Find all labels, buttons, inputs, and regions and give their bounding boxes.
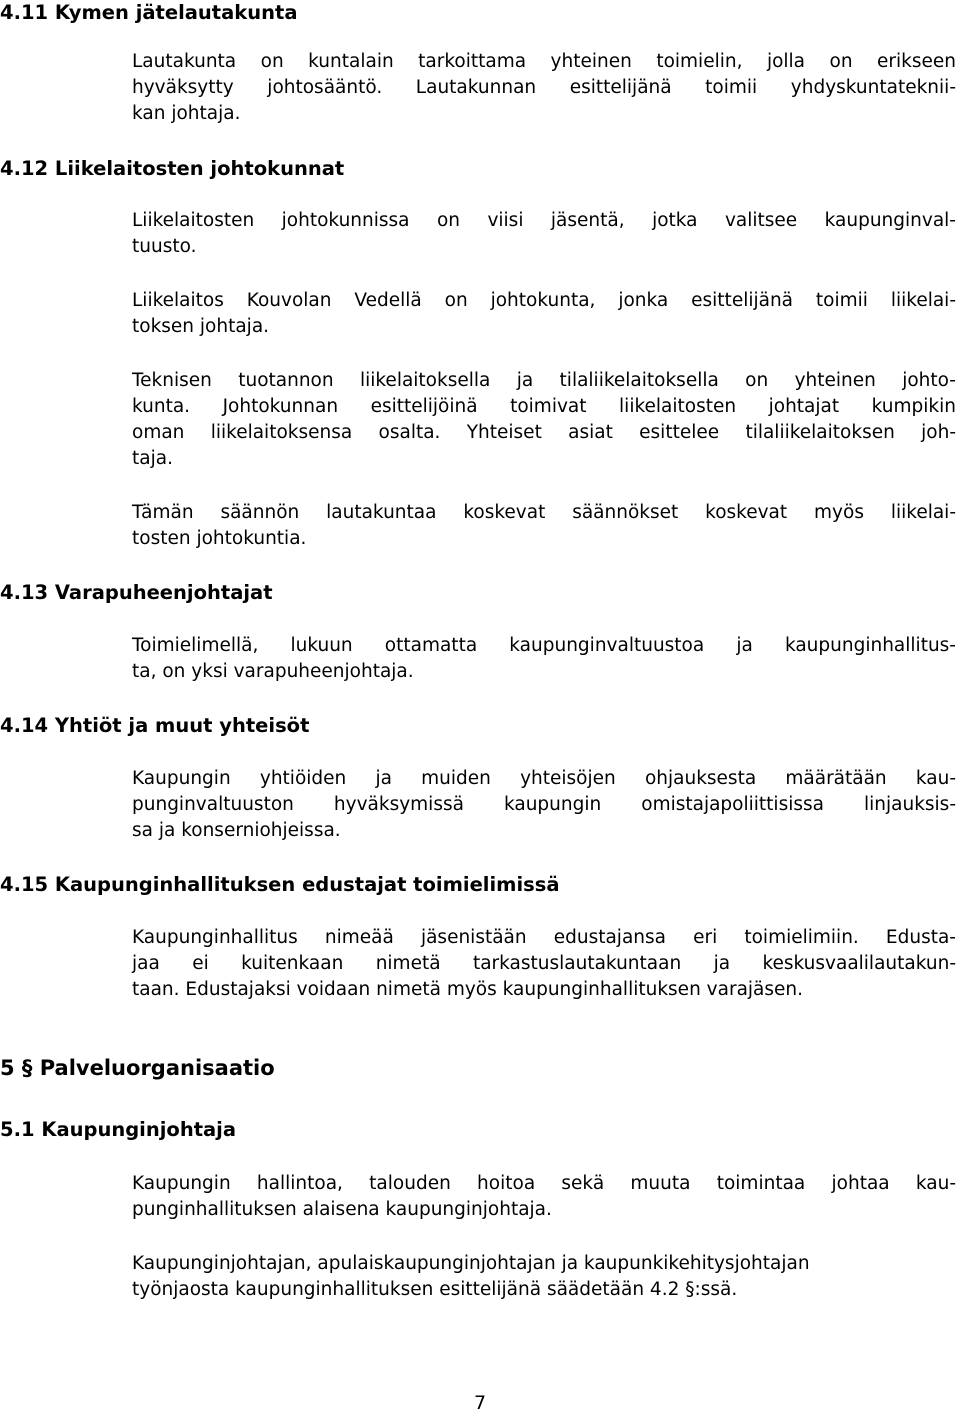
heading-5-1: 5.1 Kaupunginjohtaja xyxy=(0,1118,237,1141)
paragraph-4-12-2: Liikelaitos Kouvolan Vedellä on johtokunta, jonka esittelijänä toimii liikelai- toksen johtaja. xyxy=(132,290,956,337)
page-number: 7 xyxy=(473,1392,487,1414)
heading-4-15: 4.15 Kaupunginhallituksen edustajat toimielimissä xyxy=(0,873,560,896)
paragraph-5-1-2: Kaupunginjohtajan, apulaiskaupunginjohtajan ja kaupunkikehitysjohtajan työnjaosta kaupunginhallituksen esittelijänä säädetään 4.2 §:ssä. xyxy=(132,1253,810,1300)
paragraph-4-12-3: Teknisen tuotannon liikelaitoksella ja tilaliikelaitoksella on yhteinen johto- kunta. Johtokunnan esittelijöinä toimivat liikelaitosten johtajat kumpikin oman liikelaitoksensa osalta. Yhteiset asiat esittelee tilaliikelaitoksen joh- taja. xyxy=(132,370,956,469)
paragraph-4-12-4: Tämän säännön lautakuntaa koskevat säännökset koskevat myös liikelai- tosten johtokuntia. xyxy=(132,502,956,549)
heading-4-11: 4.11 Kymen jätelautakunta xyxy=(0,1,298,24)
paragraph-5-1-1: Kaupungin hallintoa, talouden hoitoa sekä muuta toimintaa johtaa kau- punginhallituksen alaisena kaupunginjohtaja. xyxy=(132,1173,956,1220)
paragraph-4-13-1: Toimielimellä, lukuun ottamatta kaupunginvaltuustoa ja kaupunginhallitus- ta, on yksi varapuheenjohtaja. xyxy=(132,635,956,682)
heading-4-14: 4.14 Yhtiöt ja muut yhteisöt xyxy=(0,714,310,737)
heading-4-12: 4.12 Liikelaitosten johtokunnat xyxy=(0,157,345,180)
paragraph-4-15-1: Kaupunginhallitus nimeää jäsenistään edustajansa eri toimielimiin. Edusta- jaa ei kuitenkaan nimetä tarkastuslautakuntaan ja keskusvaalilautakun- taan. Edustajaksi voidaan nimetä myös kaupunginhallituksen varajäsen. xyxy=(132,927,956,1000)
paragraph-4-14-1: Kaupungin yhtiöiden ja muiden yhteisöjen ohjauksesta määrätään kau- punginvaltuuston hyväksymissä kaupungin omistajapoliittisissa linjauksis- sa ja konserniohjeissa. xyxy=(132,768,956,841)
paragraph-4-11-1: Lautakunta on kuntalain tarkoittama yhteinen toimielin, jolla on erikseen hyväksytty johtosääntö. Lautakunnan esittelijänä toimii yhdyskuntateknii- kan johtaja. xyxy=(132,51,956,124)
heading-4-13: 4.13 Varapuheenjohtajat xyxy=(0,581,273,604)
paragraph-4-12-1: Liikelaitosten johtokunnissa on viisi jäsentä, jotka valitsee kaupunginval- tuusto. xyxy=(132,210,956,257)
heading-5: 5 § Palveluorganisaatio xyxy=(0,1056,275,1080)
